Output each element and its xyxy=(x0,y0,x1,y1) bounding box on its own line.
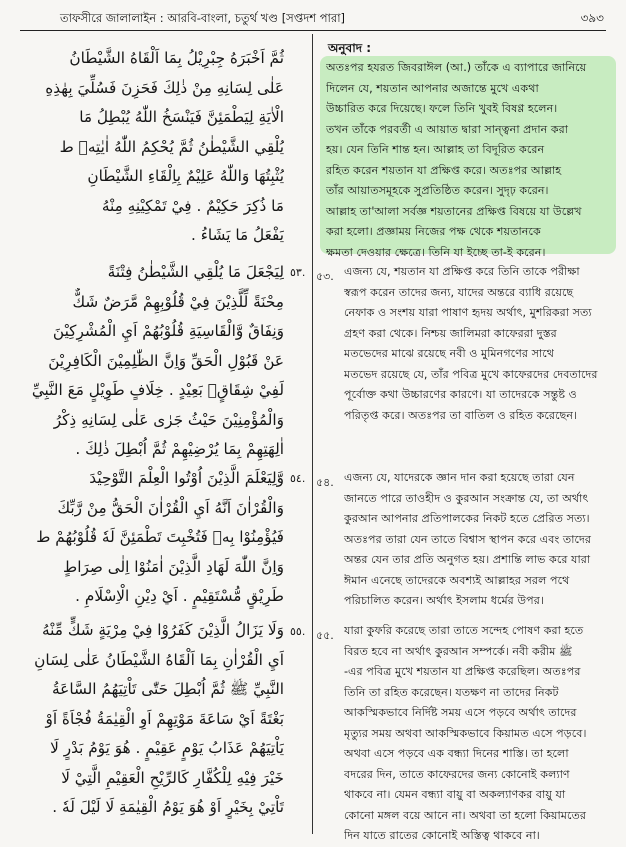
arabic-line: خَيْرَ فِيْهِ لِلْكُفَّارِ كَالرِّيْحِ الْعَقِيْمِ الَّتِيْ لَا xyxy=(61,768,284,787)
bangla-line: এজন্য যে, যাদেরকে জ্ঞান দান করা হয়েছে তারা যেন xyxy=(344,471,575,484)
bangla-line: তখন তাঁকে পরবর্তী এ আয়াত দ্বারা সান্ত্বনা প্রদান করা xyxy=(326,122,569,136)
bangla-line: যারা কুফরি করেছে তারা তাতে সন্দেহ পোষণ করা হতে xyxy=(344,624,584,637)
bangla-line: অতঃপর তারা যেন তাতে বিশ্বাস স্থাপন করে এবং তাদের xyxy=(344,532,592,546)
verse-number-53-arabic: ٥٣. xyxy=(290,266,306,279)
arabic-line: يُلْقِي الشَّيْطٰنُ ثُمَّ يُحْكِمُ اللّٰهُ اٰيٰتِهٖ ط xyxy=(59,137,284,156)
arabic-line: اٰلِهَتِهِمْ بِمَا يُرْضِيْهِمْ ثُمَّ اُبْطِلَ ذٰلِكَ . xyxy=(75,440,284,458)
bangla-line: বিরত হবে না অর্থাৎ কুরআন সম্পর্কে। নবী করীম ﷺ xyxy=(344,644,573,658)
bangla-line: দিন যাতে রাতের কোনোই অস্তিত্ব থাকবে না। xyxy=(344,829,540,842)
arabic-line: وَلَا يَزَالُ الَّذِيْنَ كَفَرُوْا فِيْ مِرْيَةٍ شَكٍّ مِّنْهُ xyxy=(41,621,284,639)
translation-heading: অনুবাদ : xyxy=(328,41,371,55)
verse-number-54-arabic: ٥٤. xyxy=(290,472,306,485)
bangla-line: মতভেদ রয়েছে যে, তাঁর পবিত্র মুখে কাফেরদের দেবতাদের xyxy=(344,367,598,381)
bangla-line: মৃত্যুর সময় অথবা আকস্মিকভাবে কিয়ামত এসে পড়বে। xyxy=(344,726,587,740)
bangla-line: জানতে পারে তাওহীদ ও কুরআন সংক্রান্ত যে, তা অর্থাৎ xyxy=(344,491,589,505)
arabic-block-2 xyxy=(22,258,284,465)
arabic-line: وَنِفَاقٌ وَّالْقَاسِيَةِ قُلُوْبُهُمْ اَيِ الْمُشْرِكِيْنَ xyxy=(52,322,284,340)
bangla-line: পরিতৃপ্ত করে। অতঃপর তা বাতিল ও রহিত করেছেন। xyxy=(344,408,578,422)
bangla-line: তিনি তা রহিত করেছেন। যতক্ষণ না তাদের নিকট xyxy=(344,685,559,699)
column-divider xyxy=(312,34,313,834)
bangla-line: আল্লাহ তা'আলা সর্বজ্ঞ শয়তানের প্রক্ষিপ্ত বিষয়ে যা উল্লেখ xyxy=(326,204,582,218)
bangla-line: মতভেদের মাঝে রয়েছে নবী ও মুমিনগণের সাথে xyxy=(344,347,554,360)
arabic-line: بَغْتَةً اَيْ سَاعَةَ مَوْتِهِمْ اَوِ الْقِيٰمَةُ فُجْاَةً اَوْ xyxy=(45,709,284,728)
arabic-line: لَفِيْ شِقَاقٍۭ بَعِيْدٍ . خِلَافٍ طَوِيْلٍ مَعَ النَّبِيِّ xyxy=(31,381,284,399)
arabic-line: ثُمَّ اَخْبَرَهُ جِبْرِيْلُ بِمَا اَلْقَاهُ الشَّيْطَانُ xyxy=(69,49,284,67)
arabic-line: وَاِنَّ اللّٰهَ لَهَادِ الَّذِيْنَ اٰمَنُوْا اِلٰى صِرَاطٍ xyxy=(63,557,284,576)
arabic-line: النَّبِيِّ ﷺ ثُمَّ اُبْطِلَ حَتّٰى تَاْتِيَهُمُ السَّاعَةُ xyxy=(51,680,284,698)
arabic-line: يُثْبِتُهَا وَاللّٰهُ عَلِيْمٌ بِاِلْقَاءِ الشَّيْطَانِ xyxy=(87,167,284,185)
bangla-line: কুরআন আপনার প্রতিপালকের নিকট হতে প্রেরিত সত্য। xyxy=(344,512,590,525)
bangla-para-3 xyxy=(344,468,614,612)
bangla-line: পূর্বোক্ত কথা উচ্চারণের কারণে। যা তাদেরকে সন্তুষ্ট ও xyxy=(344,388,577,401)
page-number: ৩৯৩ xyxy=(580,11,604,25)
arabic-line: مِحْنَةً لِّلَّذِيْنَ فِيْ قُلُوْبِهِمْ مَّرَضٌ شَكٌّ xyxy=(72,292,284,311)
arabic-line: طَرِيْقٍ مُّسْتَقِيْمٍ . اَيْ دِيْنِ الْاِسْلَامِ . xyxy=(75,587,284,605)
arabic-line: الْاٰيَةِ لِيَطْمَئِنَّ فَيَنْسَخُ اللّٰهُ يُبْطِلُ مَا xyxy=(79,108,284,126)
running-title: তাফসীরে জালালাইন : আরবি-বাংলা, চতুর্থ খণ্ড [সপ্তদশ পারা] xyxy=(60,11,346,25)
bangla-line: ঈমান এনেছে তাদেরকে অবশ্যই আল্লাহর সরল পথে xyxy=(344,573,570,587)
verse-number-55-arabic: ٥٥. xyxy=(290,625,306,638)
arabic-block-4 xyxy=(22,616,284,823)
arabic-line: وَالْقُرْاٰنَ اَنَّهُ اَيِ الْقُرْاٰنَ الْحَقُّ مِنْ رَّبِّكَ xyxy=(57,498,284,517)
bangla-para-4 xyxy=(344,621,614,847)
bangla-line: গ্রহণ করা থেকে। নিশ্চয় জালিমরা কাফেররা দুস্তর xyxy=(344,326,557,340)
arabic-line: عَنْ قَبُوْلِ الْحَقِّ وَاِنَّ الظّٰلِمِيْنَ الْكَافِرِيْنَ xyxy=(48,351,284,370)
bangla-line: স্বরূপ করেন তাদের জন্য, যাদের অন্তরে ব্যাধি রয়েছে xyxy=(344,285,574,299)
verse-number-53-bangla: ৫৩. xyxy=(316,270,334,283)
bangla-line: উচ্চারিত করে দিয়েছে। ফলে তিনি খুবই বিষণ্ণ হলেন। xyxy=(326,102,558,115)
bangla-line: ক্ষমতা দেওয়ার ক্ষেত্রে। তিনি যা ইচ্ছে তা-ই করেন। xyxy=(326,245,546,259)
arabic-line: يَاْتِيَهُمْ عَذَابُ يَوْمٍ عَقِيْمٍ . هُوَ يَوْمُ بَدْرٍ لَا xyxy=(50,739,284,757)
arabic-line: تَاْتِيْ بِخَيْرٍ اَوْ هُوَ يَوْمُ الْقِيٰمَةِ لَا لَيْلَ لَهٗ . xyxy=(52,798,284,816)
verse-number-54-bangla: ৫৪. xyxy=(316,476,334,489)
arabic-line: عَلٰى لِسَانِهِ مِنْ ذٰلِكَ فَحَزِنَ فَسُلِّيَ بِهٰذِهِ xyxy=(45,78,284,97)
bangla-line: তাঁর আয়াতসমূহকে সুপ্রতিষ্ঠিত করেন। সুদৃঢ় করেন। xyxy=(326,184,549,197)
bangla-line: হয়। যেন তিনি শান্ত হন। আল্লাহ তা বিদূরিত করেন xyxy=(326,143,545,156)
arabic-line: لِيَجْعَلَ مَا يُلْقِي الشَّيْطٰنُ فِتْنَةً xyxy=(107,263,284,281)
bangla-line: রহিত করেন শয়তান যা প্রক্ষিপ্ত করে। অতঃপর আল্লাহ xyxy=(326,163,562,177)
bangla-para-1 xyxy=(326,58,612,263)
arabic-block-3 xyxy=(22,464,284,612)
bangla-line: আকস্মিকভাবে নির্দিষ্ট সময় এসে পড়বে অর্থাৎ তাদের xyxy=(344,706,577,719)
bangla-line: অথবা এসে পড়বে এক বন্ধ্যা দিনের শাস্তি। তা হলো xyxy=(344,747,569,760)
arabic-line: وَالْمُؤْمِنِيْنَ حَيْثُ جَرٰى عَلٰى لِسَانِهِ ذِكْرُ xyxy=(53,410,284,429)
bangla-line: বদরের দিন, তাতে কাফেরদের জন্য কোনোই কল্যাণ xyxy=(344,767,570,781)
bangla-line: অতঃপর হযরত জিবরাঈল (আ.) তাঁকে এ ব্যাপারে জানিয়ে xyxy=(326,61,587,74)
bangla-para-2 xyxy=(344,262,614,426)
bangla-line: অন্তর যেন তার প্রতি অনুগত হয়। প্রশান্তি লাভ করে যারা xyxy=(344,553,591,566)
bangla-line: কোনো মঙ্গল বয়ে আনে না। অথবা তা হলো কিয়ামতের xyxy=(344,808,587,822)
bangla-line: পরিচালিত করেন। অর্থাৎ ইসলাম ধর্মের উপর। xyxy=(344,594,544,607)
bangla-line: -এর পবিত্র মুখে শয়তান যা প্রক্ষিপ্ত করেছিল। অতঃপর xyxy=(344,665,581,678)
bangla-line: নেফাক ও সংশয় যারা পাষাণ হৃদয় অর্থাৎ, মুশরিকরা সত্য xyxy=(344,306,592,319)
bangla-line: দিলেন যে, শয়তান আপনার অজান্তে মুখে একথা xyxy=(326,81,539,95)
header-rule xyxy=(20,30,606,31)
bangla-line: থাকবে না। যেমন বন্ধ্যা বায়ু বা অকল্যাণকর বায়ু যা xyxy=(344,788,566,801)
page-header xyxy=(20,10,606,32)
bangla-line: এজন্য যে, শয়তান যা প্রক্ষিপ্ত করে তিনি তাকে পরীক্ষা xyxy=(344,265,580,278)
arabic-line: اَيِ الْقُرْاٰنِ بِمَا اَلْقَاهُ الشَّيْطَانُ عَلٰى لِسَانِ xyxy=(34,650,284,669)
arabic-line: يَفْعَلُ مَا يَشَاءُ . xyxy=(190,226,284,244)
arabic-line: فَيُؤْمِنُوْا بِهٖ فَتُخْبِتَ تَطْمَئِنَّ لَهٗ قُلُوْبُهُمْ ط xyxy=(36,528,284,546)
bangla-line: করা হলো। প্রজ্ঞাময় নিজের পক্ষ থেকে শয়তানকে xyxy=(326,225,541,238)
arabic-block-1 xyxy=(22,44,284,251)
arabic-line: وَّلِيَعْلَمَ الَّذِيْنَ اُوْتُوا الْعِلْمَ التَّوْحِيْدَ xyxy=(89,469,284,487)
verse-number-55-bangla: ৫৫. xyxy=(316,629,334,642)
arabic-line: مَا ذُكِرَ حَكِيْمٌ . فِيْ تَمْكِيْنِهِ مِنْهُ xyxy=(101,196,284,215)
